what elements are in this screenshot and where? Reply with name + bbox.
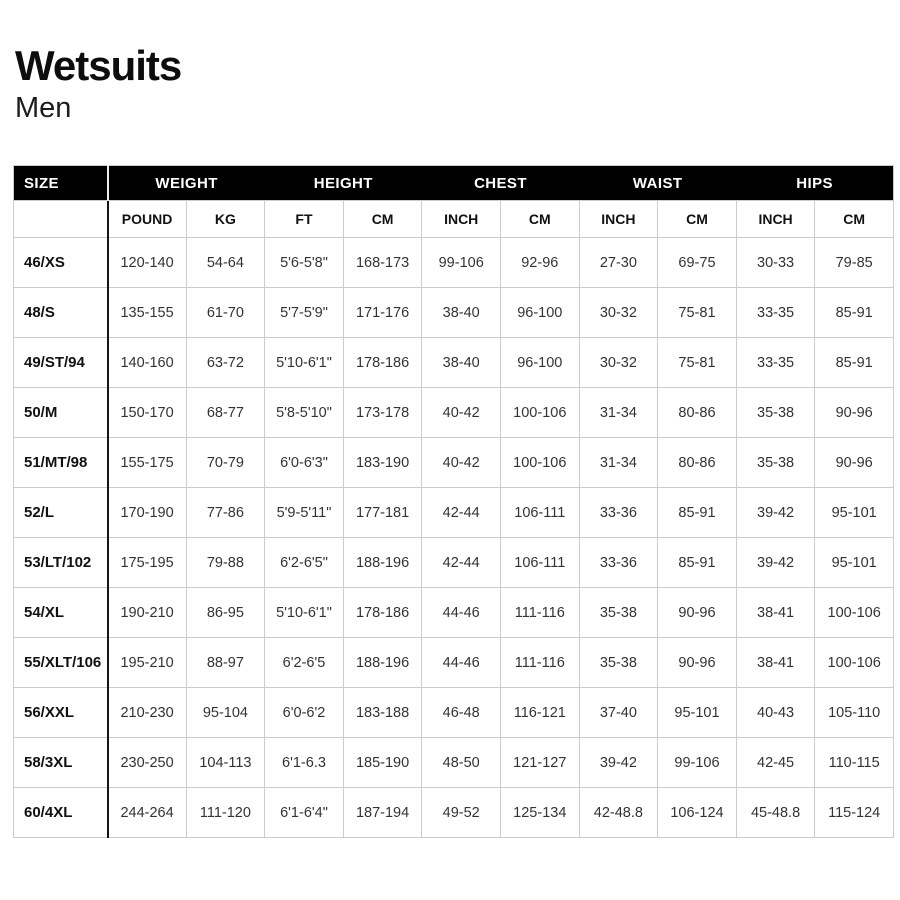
data-cell: 188-196 bbox=[343, 638, 422, 688]
data-cell: 35-38 bbox=[579, 638, 658, 688]
data-cell: 38-40 bbox=[422, 338, 501, 388]
data-cell: 63-72 bbox=[186, 338, 265, 388]
data-cell: 46-48 bbox=[422, 688, 501, 738]
data-cell: 120-140 bbox=[108, 238, 187, 288]
data-cell: 105-110 bbox=[815, 688, 894, 738]
table-row bbox=[14, 238, 894, 288]
data-cell: 178-186 bbox=[343, 338, 422, 388]
data-cell: 230-250 bbox=[108, 738, 187, 788]
corner-cell bbox=[14, 201, 108, 238]
data-cell: 171-176 bbox=[343, 288, 422, 338]
column-group-waist: WAIST bbox=[579, 166, 736, 201]
data-cell: 85-91 bbox=[658, 488, 737, 538]
size-cell: 50/M bbox=[14, 388, 108, 438]
data-cell: 42-44 bbox=[422, 538, 501, 588]
table-row bbox=[14, 588, 894, 638]
data-cell: 140-160 bbox=[108, 338, 187, 388]
size-cell: 52/L bbox=[14, 488, 108, 538]
data-cell: 5'6-5'8" bbox=[265, 238, 344, 288]
subcol-waist-cm: CM bbox=[658, 201, 737, 238]
data-cell: 31-34 bbox=[579, 388, 658, 438]
data-cell: 5'10-6'1" bbox=[265, 338, 344, 388]
data-cell: 100-106 bbox=[500, 438, 579, 488]
table-row bbox=[14, 538, 894, 588]
data-cell: 79-85 bbox=[815, 238, 894, 288]
size-cell: 46/XS bbox=[14, 238, 108, 288]
table-body bbox=[14, 238, 894, 838]
data-cell: 77-86 bbox=[186, 488, 265, 538]
data-cell: 135-155 bbox=[108, 288, 187, 338]
data-cell: 6'1-6.3 bbox=[265, 738, 344, 788]
data-cell: 155-175 bbox=[108, 438, 187, 488]
data-cell: 110-115 bbox=[815, 738, 894, 788]
table-row bbox=[14, 638, 894, 688]
data-cell: 115-124 bbox=[815, 788, 894, 838]
data-cell: 5'9-5'11" bbox=[265, 488, 344, 538]
size-chart-table bbox=[13, 165, 894, 838]
data-cell: 106-111 bbox=[500, 538, 579, 588]
data-cell: 187-194 bbox=[343, 788, 422, 838]
data-cell: 95-101 bbox=[815, 488, 894, 538]
data-cell: 33-36 bbox=[579, 538, 658, 588]
data-cell: 40-42 bbox=[422, 388, 501, 438]
data-cell: 75-81 bbox=[658, 338, 737, 388]
data-cell: 111-116 bbox=[500, 638, 579, 688]
data-cell: 178-186 bbox=[343, 588, 422, 638]
data-cell: 45-48.8 bbox=[736, 788, 815, 838]
data-cell: 150-170 bbox=[108, 388, 187, 438]
table-row bbox=[14, 488, 894, 538]
subcol-height-cm: CM bbox=[343, 201, 422, 238]
data-cell: 183-188 bbox=[343, 688, 422, 738]
data-cell: 95-101 bbox=[815, 538, 894, 588]
data-cell: 92-96 bbox=[500, 238, 579, 288]
data-cell: 210-230 bbox=[108, 688, 187, 738]
data-cell: 38-41 bbox=[736, 638, 815, 688]
group-header-row bbox=[14, 166, 894, 201]
data-cell: 111-120 bbox=[186, 788, 265, 838]
data-cell: 6'2-6'5 bbox=[265, 638, 344, 688]
data-cell: 116-121 bbox=[500, 688, 579, 738]
data-cell: 39-42 bbox=[736, 538, 815, 588]
data-cell: 86-95 bbox=[186, 588, 265, 638]
data-cell: 31-34 bbox=[579, 438, 658, 488]
data-cell: 48-50 bbox=[422, 738, 501, 788]
subcol-weight-kg: KG bbox=[186, 201, 265, 238]
data-cell: 85-91 bbox=[658, 538, 737, 588]
data-cell: 90-96 bbox=[658, 588, 737, 638]
data-cell: 37-40 bbox=[579, 688, 658, 738]
data-cell: 5'7-5'9" bbox=[265, 288, 344, 338]
data-cell: 111-116 bbox=[500, 588, 579, 638]
subcol-height-ft: FT bbox=[265, 201, 344, 238]
table-row bbox=[14, 438, 894, 488]
subcol-hips-cm: CM bbox=[815, 201, 894, 238]
data-cell: 96-100 bbox=[500, 288, 579, 338]
data-cell: 168-173 bbox=[343, 238, 422, 288]
data-cell: 27-30 bbox=[579, 238, 658, 288]
data-cell: 173-178 bbox=[343, 388, 422, 438]
column-group-height: HEIGHT bbox=[265, 166, 422, 201]
data-cell: 170-190 bbox=[108, 488, 187, 538]
data-cell: 68-77 bbox=[186, 388, 265, 438]
data-cell: 35-38 bbox=[736, 388, 815, 438]
table-row bbox=[14, 688, 894, 738]
data-cell: 6'0-6'2 bbox=[265, 688, 344, 738]
data-cell: 44-46 bbox=[422, 588, 501, 638]
subcol-waist-inch: INCH bbox=[579, 201, 658, 238]
size-cell: 49/ST/94 bbox=[14, 338, 108, 388]
page-subtitle: Men bbox=[15, 92, 72, 125]
data-cell: 188-196 bbox=[343, 538, 422, 588]
data-cell: 6'2-6'5" bbox=[265, 538, 344, 588]
size-cell: 53/LT/102 bbox=[14, 538, 108, 588]
table-head bbox=[14, 166, 894, 238]
data-cell: 95-104 bbox=[186, 688, 265, 738]
data-cell: 95-101 bbox=[658, 688, 737, 738]
table-row bbox=[14, 288, 894, 338]
data-cell: 38-41 bbox=[736, 588, 815, 638]
data-cell: 5'8-5'10" bbox=[265, 388, 344, 438]
data-cell: 49-52 bbox=[422, 788, 501, 838]
data-cell: 38-40 bbox=[422, 288, 501, 338]
data-cell: 79-88 bbox=[186, 538, 265, 588]
data-cell: 96-100 bbox=[500, 338, 579, 388]
size-cell: 60/4XL bbox=[14, 788, 108, 838]
data-cell: 90-96 bbox=[815, 438, 894, 488]
subcol-chest-cm: CM bbox=[500, 201, 579, 238]
data-cell: 69-75 bbox=[658, 238, 737, 288]
data-cell: 30-33 bbox=[736, 238, 815, 288]
page-header bbox=[15, 44, 181, 124]
size-cell: 48/S bbox=[14, 288, 108, 338]
data-cell: 90-96 bbox=[658, 638, 737, 688]
data-cell: 70-79 bbox=[186, 438, 265, 488]
data-cell: 106-124 bbox=[658, 788, 737, 838]
data-cell: 190-210 bbox=[108, 588, 187, 638]
table-row bbox=[14, 338, 894, 388]
data-cell: 40-42 bbox=[422, 438, 501, 488]
data-cell: 80-86 bbox=[658, 388, 737, 438]
data-cell: 30-32 bbox=[579, 338, 658, 388]
data-cell: 121-127 bbox=[500, 738, 579, 788]
data-cell: 42-44 bbox=[422, 488, 501, 538]
data-cell: 44-46 bbox=[422, 638, 501, 688]
data-cell: 99-106 bbox=[658, 738, 737, 788]
size-cell: 54/XL bbox=[14, 588, 108, 638]
data-cell: 100-106 bbox=[500, 388, 579, 438]
data-cell: 125-134 bbox=[500, 788, 579, 838]
data-cell: 80-86 bbox=[658, 438, 737, 488]
data-cell: 35-38 bbox=[736, 438, 815, 488]
data-cell: 33-35 bbox=[736, 338, 815, 388]
data-cell: 61-70 bbox=[186, 288, 265, 338]
data-cell: 183-190 bbox=[343, 438, 422, 488]
column-group-hips: HIPS bbox=[736, 166, 893, 201]
data-cell: 177-181 bbox=[343, 488, 422, 538]
column-group-weight: WEIGHT bbox=[108, 166, 265, 201]
table-row bbox=[14, 738, 894, 788]
sub-header-row bbox=[14, 201, 894, 238]
data-cell: 39-42 bbox=[579, 738, 658, 788]
data-cell: 85-91 bbox=[815, 288, 894, 338]
data-cell: 100-106 bbox=[815, 638, 894, 688]
data-cell: 6'1-6'4" bbox=[265, 788, 344, 838]
data-cell: 104-113 bbox=[186, 738, 265, 788]
size-cell: 56/XXL bbox=[14, 688, 108, 738]
subcol-weight-pound: POUND bbox=[108, 201, 187, 238]
page-title: Wetsuits bbox=[15, 42, 182, 89]
data-cell: 5'10-6'1" bbox=[265, 588, 344, 638]
column-header-size: SIZE bbox=[14, 166, 108, 201]
size-cell: 55/XLT/106 bbox=[14, 638, 108, 688]
data-cell: 42-48.8 bbox=[579, 788, 658, 838]
data-cell: 195-210 bbox=[108, 638, 187, 688]
size-cell: 58/3XL bbox=[14, 738, 108, 788]
subcol-hips-inch: INCH bbox=[736, 201, 815, 238]
data-cell: 99-106 bbox=[422, 238, 501, 288]
data-cell: 85-91 bbox=[815, 338, 894, 388]
data-cell: 90-96 bbox=[815, 388, 894, 438]
data-cell: 88-97 bbox=[186, 638, 265, 688]
data-cell: 33-36 bbox=[579, 488, 658, 538]
data-cell: 106-111 bbox=[500, 488, 579, 538]
data-cell: 185-190 bbox=[343, 738, 422, 788]
data-cell: 42-45 bbox=[736, 738, 815, 788]
subcol-chest-inch: INCH bbox=[422, 201, 501, 238]
column-group-chest: CHEST bbox=[422, 166, 579, 201]
data-cell: 6'0-6'3" bbox=[265, 438, 344, 488]
data-cell: 35-38 bbox=[579, 588, 658, 638]
data-cell: 54-64 bbox=[186, 238, 265, 288]
table-row bbox=[14, 788, 894, 838]
data-cell: 39-42 bbox=[736, 488, 815, 538]
data-cell: 33-35 bbox=[736, 288, 815, 338]
data-cell: 175-195 bbox=[108, 538, 187, 588]
table-row bbox=[14, 388, 894, 438]
data-cell: 30-32 bbox=[579, 288, 658, 338]
data-cell: 244-264 bbox=[108, 788, 187, 838]
data-cell: 100-106 bbox=[815, 588, 894, 638]
size-cell: 51/MT/98 bbox=[14, 438, 108, 488]
data-cell: 75-81 bbox=[658, 288, 737, 338]
data-cell: 40-43 bbox=[736, 688, 815, 738]
